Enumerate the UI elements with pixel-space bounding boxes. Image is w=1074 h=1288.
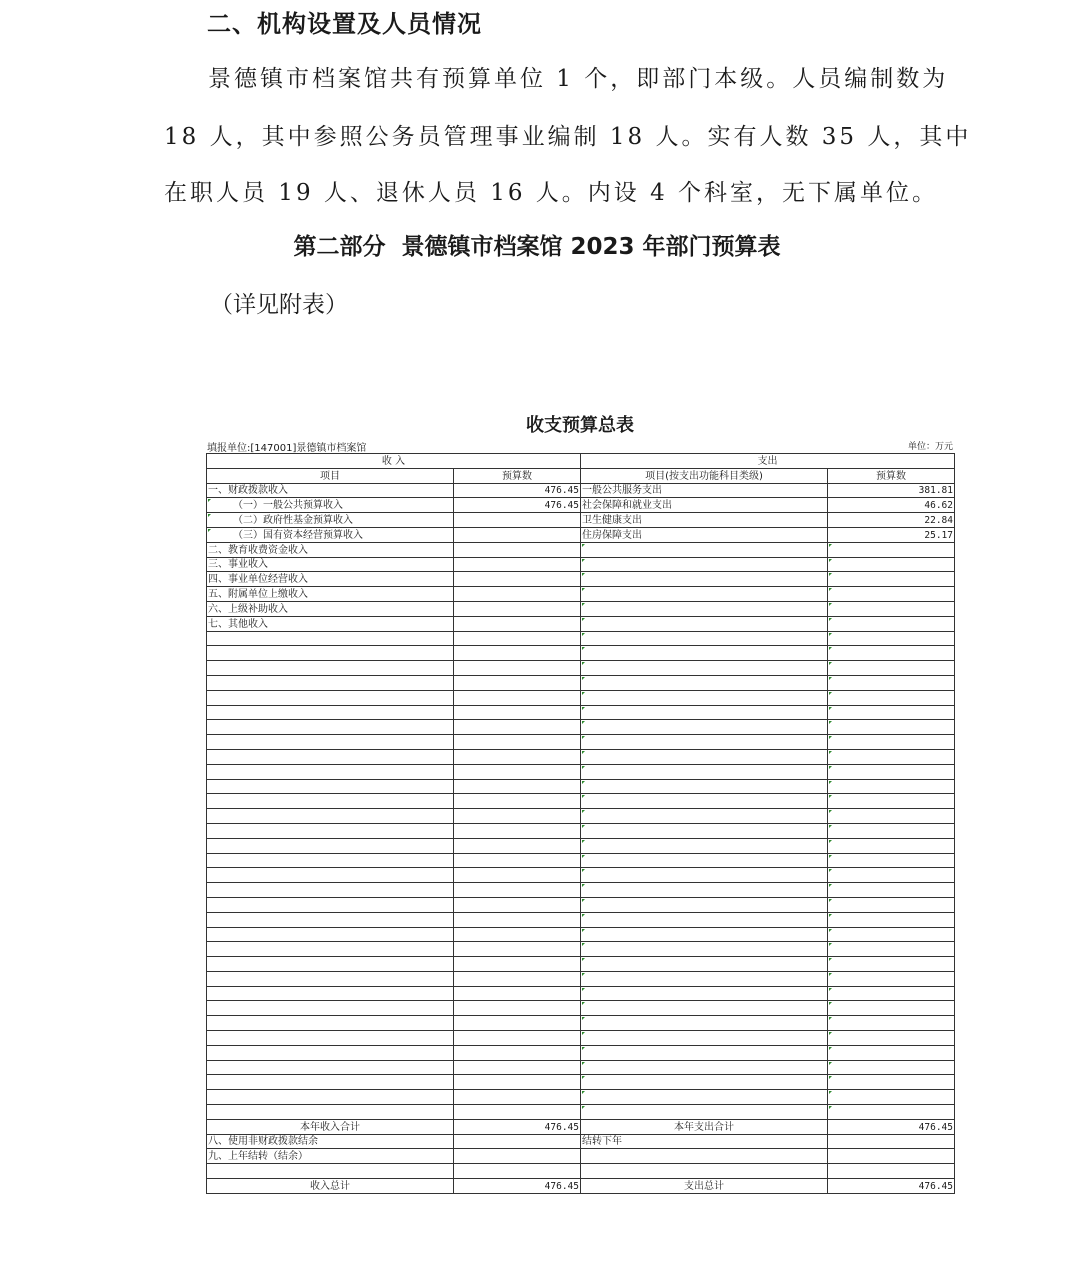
- exp-total-value: 476.45: [828, 1119, 955, 1134]
- exp-amount: [828, 587, 955, 602]
- blank-cell: [207, 1164, 454, 1179]
- income-item: （三）国有资本经营预算收入: [207, 527, 454, 542]
- blank-row: [207, 823, 955, 838]
- blank-cell: [828, 705, 955, 720]
- blank-cell: [581, 1075, 828, 1090]
- row9-exp-item: [581, 1149, 828, 1164]
- row8-exp-amount: [828, 1134, 955, 1149]
- blank-cell: [581, 853, 828, 868]
- blank-cell: [454, 705, 581, 720]
- blank-cell: [454, 779, 581, 794]
- blank-cell: [454, 764, 581, 779]
- blank-row: [207, 675, 955, 690]
- blank-cell: [828, 942, 955, 957]
- blank-cell: [207, 912, 454, 927]
- blank-cell: [207, 1105, 454, 1120]
- blank-cell: [828, 794, 955, 809]
- blank-cell: [207, 986, 454, 1001]
- blank-cell: [581, 883, 828, 898]
- blank-cell: [581, 838, 828, 853]
- income-amount: 476.45: [454, 498, 581, 513]
- blank-cell: [581, 1105, 828, 1120]
- exp-amount: 22.84: [828, 513, 955, 528]
- part-title: [0, 228, 1074, 261]
- blank-cell: [454, 927, 581, 942]
- blank-row: [207, 794, 955, 809]
- blank-cell: [454, 1090, 581, 1105]
- table-row: [207, 1149, 955, 1164]
- blank-cell: [207, 749, 454, 764]
- blank-cell: [828, 646, 955, 661]
- exp-amount: [828, 572, 955, 587]
- blank-cell: [454, 942, 581, 957]
- blank-cell: [828, 1075, 955, 1090]
- blank-cell: [207, 705, 454, 720]
- row8-income-amount: [454, 1134, 581, 1149]
- blank-cell: [207, 764, 454, 779]
- blank-row: [207, 1016, 955, 1031]
- col-income-amount: 预算数: [454, 468, 581, 483]
- blank-row: [207, 912, 955, 927]
- filing-unit: 填报单位:[147001]景德镇市档案馆: [207, 443, 367, 454]
- row9-income-item: 九、上年结转（结余）: [207, 1149, 454, 1164]
- row9-income-amount: [454, 1149, 581, 1164]
- blank-row: [207, 1001, 955, 1016]
- blank-cell: [828, 823, 955, 838]
- income-item: 一、财政拨款收入: [207, 483, 454, 498]
- blank-cell: [828, 1031, 955, 1046]
- blank-cell: [581, 986, 828, 1001]
- blank-cell: [581, 942, 828, 957]
- blank-row: [207, 942, 955, 957]
- blank-cell: [454, 690, 581, 705]
- blank-cell: [828, 838, 955, 853]
- blank-cell: [828, 735, 955, 750]
- table-subtotal-row: [207, 1119, 955, 1134]
- blank-cell: [581, 957, 828, 972]
- blank-row: [207, 749, 955, 764]
- blank-cell: [207, 883, 454, 898]
- blank-cell: [581, 705, 828, 720]
- blank-cell: [581, 1031, 828, 1046]
- col-exp-amount: 预算数: [828, 468, 955, 483]
- blank-cell: [207, 957, 454, 972]
- blank-row: [207, 764, 955, 779]
- exp-item: 卫生健康支出: [581, 513, 828, 528]
- blank-cell: [828, 868, 955, 883]
- blank-cell: [207, 853, 454, 868]
- blank-cell: [207, 675, 454, 690]
- blank-cell: [581, 646, 828, 661]
- blank-row: [207, 1031, 955, 1046]
- blank-cell: [207, 1045, 454, 1060]
- blank-cell: [581, 764, 828, 779]
- income-item: 二、教育收费资金收入: [207, 542, 454, 557]
- section-heading: 二、机构设置及人员情况: [207, 10, 482, 38]
- blank-cell: [207, 1016, 454, 1031]
- blank-cell: [828, 1016, 955, 1031]
- blank-cell: [828, 912, 955, 927]
- income-item: 四、事业单位经营收入: [207, 572, 454, 587]
- income-amount: [454, 557, 581, 572]
- blank-cell: [828, 927, 955, 942]
- blank-cell: [454, 735, 581, 750]
- blank-cell: [454, 1060, 581, 1075]
- col-income-item: 项目: [207, 468, 454, 483]
- blank-row: [207, 631, 955, 646]
- blank-cell: [581, 897, 828, 912]
- exp-item: 社会保障和就业支出: [581, 498, 828, 513]
- blank-cell: [207, 720, 454, 735]
- blank-cell: [454, 883, 581, 898]
- blank-row: [207, 957, 955, 972]
- income-amount: [454, 587, 581, 602]
- blank-row: [207, 1075, 955, 1090]
- blank-cell: [581, 631, 828, 646]
- blank-cell: [828, 853, 955, 868]
- income-amount: [454, 513, 581, 528]
- blank-cell: [828, 957, 955, 972]
- blank-cell: [454, 912, 581, 927]
- budget-summary-table: [206, 453, 955, 1194]
- blank-cell: [207, 927, 454, 942]
- income-amount: [454, 572, 581, 587]
- blank-cell: [207, 868, 454, 883]
- income-amount: [454, 542, 581, 557]
- blank-row: [207, 705, 955, 720]
- part-name: 景德镇市档案馆 2023 年部门预算表: [401, 234, 781, 260]
- blank-cell: [581, 1164, 828, 1179]
- blank-row: [207, 927, 955, 942]
- exp-amount: 46.62: [828, 498, 955, 513]
- grand-exp-value: 476.45: [828, 1179, 955, 1194]
- blank-cell: [454, 809, 581, 824]
- row9-exp-amount: [828, 1149, 955, 1164]
- table-group-header-row: [207, 454, 955, 469]
- blank-cell: [828, 779, 955, 794]
- blank-cell: [207, 661, 454, 676]
- blank-cell: [454, 1016, 581, 1031]
- blank-cell: [207, 942, 454, 957]
- blank-cell: [454, 1105, 581, 1120]
- blank-row: [207, 646, 955, 661]
- exp-item: [581, 587, 828, 602]
- blank-cell: [207, 794, 454, 809]
- blank-cell: [828, 1090, 955, 1105]
- blank-cell: [581, 1001, 828, 1016]
- blank-cell: [454, 675, 581, 690]
- exp-amount: [828, 557, 955, 572]
- table-title: 收支预算总表: [526, 415, 634, 436]
- blank-cell: [581, 720, 828, 735]
- blank-cell: [581, 971, 828, 986]
- blank-row: [207, 661, 955, 676]
- unit-label: 单位：万元: [907, 442, 953, 452]
- blank-cell: [454, 661, 581, 676]
- blank-cell: [207, 971, 454, 986]
- blank-cell: [581, 868, 828, 883]
- blank-row: [207, 883, 955, 898]
- blank-cell: [581, 794, 828, 809]
- blank-row: [207, 838, 955, 853]
- table-row: [207, 601, 955, 616]
- blank-cell: [207, 897, 454, 912]
- table-row: [207, 616, 955, 631]
- blank-row: [207, 779, 955, 794]
- blank-cell: [828, 971, 955, 986]
- blank-cell: [828, 631, 955, 646]
- blank-cell: [454, 897, 581, 912]
- table-row: [207, 498, 955, 513]
- blank-cell: [828, 661, 955, 676]
- blank-cell: [207, 779, 454, 794]
- blank-cell: [828, 749, 955, 764]
- blank-cell: [454, 986, 581, 1001]
- income-amount: [454, 527, 581, 542]
- col-exp-item: 项目(按支出功能科目类级): [581, 468, 828, 483]
- blank-cell: [454, 1031, 581, 1046]
- income-item: （一）一般公共预算收入: [207, 498, 454, 513]
- blank-cell: [207, 1075, 454, 1090]
- part-label: 第二部分: [293, 234, 386, 260]
- row8-income-item: 八、使用非财政拨款结余: [207, 1134, 454, 1149]
- blank-cell: [828, 986, 955, 1001]
- exp-amount: [828, 601, 955, 616]
- grand-income-label: 收入总计: [207, 1179, 454, 1194]
- table-row: [207, 557, 955, 572]
- blank-cell: [454, 1164, 581, 1179]
- blank-cell: [207, 823, 454, 838]
- exp-item: [581, 557, 828, 572]
- grand-exp-label: 支出总计: [581, 1179, 828, 1194]
- income-item: 六、上级补助收入: [207, 601, 454, 616]
- blank-row: [207, 1060, 955, 1075]
- blank-cell: [207, 1090, 454, 1105]
- blank-cell: [454, 794, 581, 809]
- blank-cell: [207, 809, 454, 824]
- blank-cell: [581, 661, 828, 676]
- exp-item: [581, 572, 828, 587]
- blank-row: [207, 868, 955, 883]
- income-total-label: 本年收入合计: [207, 1119, 454, 1134]
- blank-cell: [581, 749, 828, 764]
- income-amount: [454, 601, 581, 616]
- table-row: [207, 527, 955, 542]
- blank-cell: [581, 735, 828, 750]
- paragraph-line-1: 景德镇市档案馆共有预算单位 1 个，即部门本级。人员编制数为: [208, 66, 949, 92]
- blank-cell: [207, 838, 454, 853]
- blank-cell: [581, 1016, 828, 1031]
- blank-cell: [828, 809, 955, 824]
- blank-cell: [828, 1105, 955, 1120]
- table-row: [207, 1164, 955, 1179]
- blank-cell: [581, 823, 828, 838]
- blank-cell: [454, 971, 581, 986]
- blank-cell: [828, 764, 955, 779]
- blank-row: [207, 1090, 955, 1105]
- blank-cell: [207, 1031, 454, 1046]
- blank-cell: [581, 675, 828, 690]
- table-row: [207, 483, 955, 498]
- paragraph-line-2: 18 人，其中参照公务员管理事业编制 18 人。实有人数 35 人，其中: [164, 124, 972, 150]
- blank-cell: [454, 868, 581, 883]
- income-item: 三、事业收入: [207, 557, 454, 572]
- blank-cell: [454, 957, 581, 972]
- blank-cell: [828, 720, 955, 735]
- blank-cell: [207, 631, 454, 646]
- row8-exp-item: 结转下年: [581, 1134, 828, 1149]
- paragraph-line-3: 在职人员 19 人、退休人员 16 人。内设 4 个科室，无下属单位。: [164, 180, 939, 206]
- blank-cell: [828, 675, 955, 690]
- income-total-value: 476.45: [454, 1119, 581, 1134]
- income-group-header: 收 入: [207, 454, 581, 469]
- blank-row: [207, 720, 955, 735]
- blank-cell: [207, 735, 454, 750]
- exp-amount: [828, 542, 955, 557]
- blank-cell: [828, 1164, 955, 1179]
- blank-row: [207, 735, 955, 750]
- blank-cell: [454, 1045, 581, 1060]
- blank-row: [207, 853, 955, 868]
- blank-cell: [207, 1060, 454, 1075]
- blank-row: [207, 1045, 955, 1060]
- blank-row: [207, 986, 955, 1001]
- table-row: [207, 513, 955, 528]
- exp-amount: [828, 616, 955, 631]
- blank-row: [207, 1105, 955, 1120]
- blank-row: [207, 690, 955, 705]
- blank-cell: [454, 1075, 581, 1090]
- blank-cell: [828, 1045, 955, 1060]
- blank-cell: [454, 646, 581, 661]
- blank-cell: [581, 1060, 828, 1075]
- table-row: [207, 1134, 955, 1149]
- table-row: [207, 587, 955, 602]
- income-amount: [454, 616, 581, 631]
- exp-item: [581, 601, 828, 616]
- blank-cell: [581, 1090, 828, 1105]
- grand-income-value: 476.45: [454, 1179, 581, 1194]
- blank-cell: [207, 646, 454, 661]
- blank-row: [207, 809, 955, 824]
- table-row: [207, 572, 955, 587]
- blank-row: [207, 971, 955, 986]
- blank-cell: [581, 912, 828, 927]
- blank-cell: [207, 1001, 454, 1016]
- blank-cell: [828, 690, 955, 705]
- blank-cell: [454, 838, 581, 853]
- blank-cell: [828, 1001, 955, 1016]
- blank-cell: [454, 823, 581, 838]
- blank-cell: [207, 690, 454, 705]
- income-item: 七、其他收入: [207, 616, 454, 631]
- blank-cell: [828, 897, 955, 912]
- blank-cell: [454, 720, 581, 735]
- blank-cell: [454, 631, 581, 646]
- blank-cell: [581, 809, 828, 824]
- blank-cell: [581, 927, 828, 942]
- table-column-header-row: [207, 468, 955, 483]
- blank-cell: [581, 690, 828, 705]
- blank-cell: [454, 853, 581, 868]
- income-item: （二）政府性基金预算收入: [207, 513, 454, 528]
- exp-item: [581, 616, 828, 631]
- exp-item: 一般公共服务支出: [581, 483, 828, 498]
- blank-cell: [454, 1001, 581, 1016]
- exp-total-label: 本年支出合计: [581, 1119, 828, 1134]
- see-attached-note: （详见附表）: [210, 292, 348, 318]
- blank-cell: [828, 883, 955, 898]
- blank-cell: [581, 1045, 828, 1060]
- expenditure-group-header: 支出: [581, 454, 955, 469]
- table-row: [207, 542, 955, 557]
- exp-item: [581, 542, 828, 557]
- blank-cell: [581, 779, 828, 794]
- income-item: 五、附属单位上缴收入: [207, 587, 454, 602]
- table-grand-total-row: [207, 1179, 955, 1194]
- income-amount: 476.45: [454, 483, 581, 498]
- exp-item: 住房保障支出: [581, 527, 828, 542]
- blank-row: [207, 897, 955, 912]
- blank-cell: [454, 749, 581, 764]
- exp-amount: 381.81: [828, 483, 955, 498]
- blank-cell: [828, 1060, 955, 1075]
- exp-amount: 25.17: [828, 527, 955, 542]
